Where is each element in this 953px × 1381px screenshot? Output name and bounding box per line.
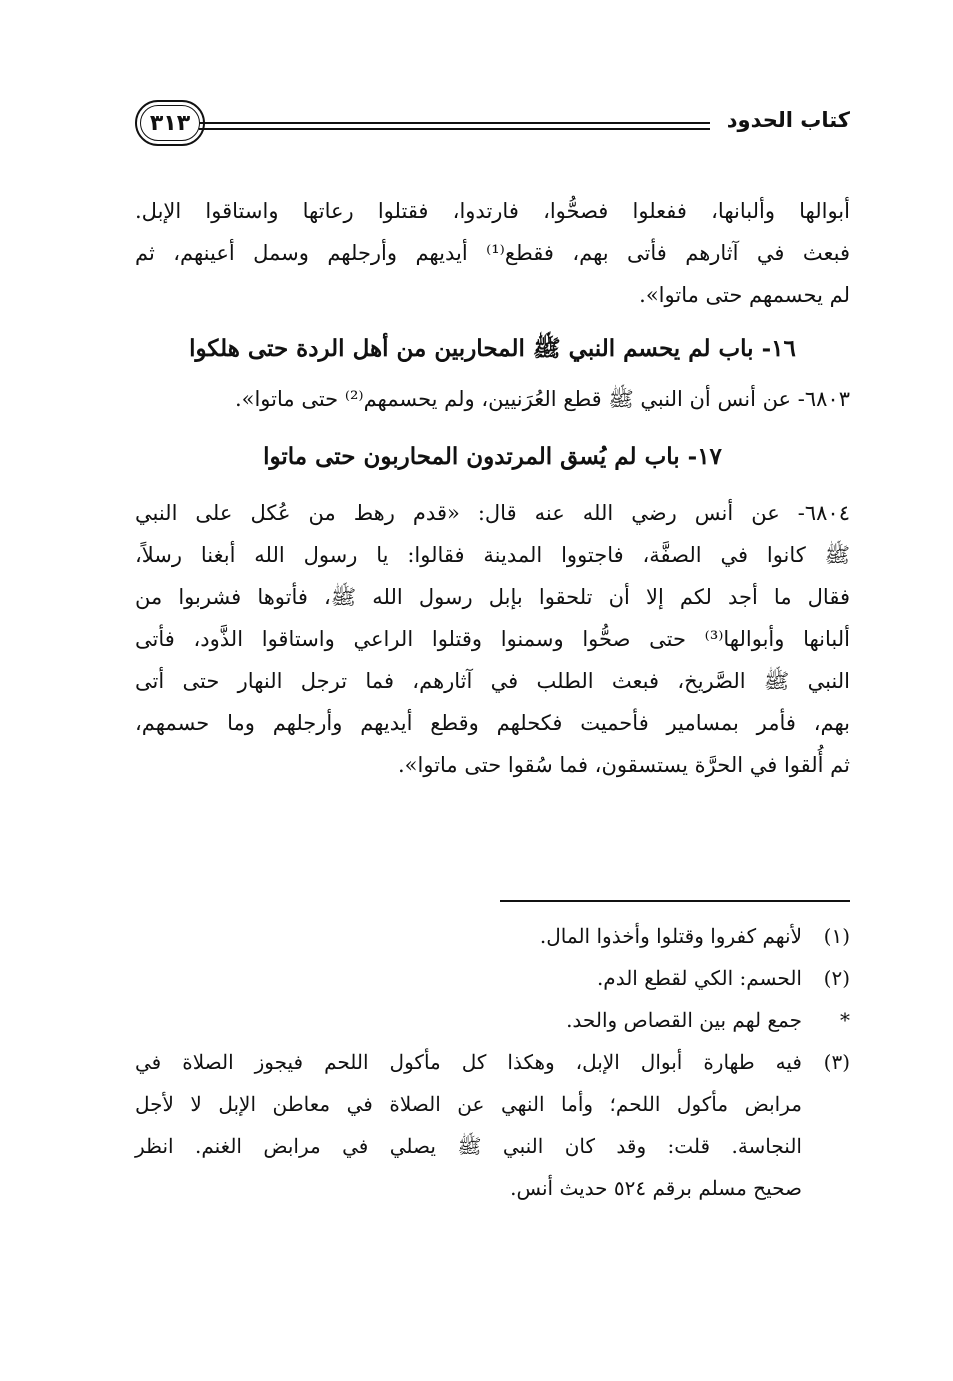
footnote-separator <box>500 900 850 902</box>
text-line: فقال ما أجد لكم إلا أن تلحقوا بإبل رسول الله ﷺ، فأتوها فشربوا من <box>135 585 850 609</box>
footnote-line: مرابض مأكول اللحم؛ وأما النهي عن الصلاة في معاطن الإبل لا لأجل <box>135 1092 802 1116</box>
hadith-6803 <box>135 378 850 420</box>
footnote-number: (١) <box>823 924 850 948</box>
footnote-number: (٣) <box>823 1050 850 1074</box>
header-double-rule <box>199 122 710 130</box>
footnote-text: جمع لهم بين القصاص والحد. <box>566 1008 802 1032</box>
text-line: فبعث في آثارهم فأتى بهم، فقطع⁽¹⁾ أيديهم وأرجلهم وسمل أعينهم، ثم <box>135 241 850 265</box>
text-line: ثم أُلقوا في الحرَّة يستسقون، فما سُقوا حتى ماتوا». <box>397 753 850 777</box>
text-line: النبي ﷺ الصَّريخ، فبعث الطلب في آثارهم، فما ترجل النهار حتى أتى <box>135 669 850 693</box>
paragraph-continuation <box>135 190 850 316</box>
text-line: أبوالها وألبانها، ففعلوا فصحُّوا، فارتدوا، فقتلوا رعاتها واستاقوا الإبل. <box>135 199 850 223</box>
text-line: ٦٨٠٣- عن أنس أن النبي ﷺ قطع العُرَنيين، ولم يحسمهم⁽²⁾ حتى ماتوا». <box>234 387 850 411</box>
footnote-line: صحيح مسلم برقم ٥٢٤ حديث أنس. <box>510 1176 802 1200</box>
chapter-heading-17: ١٧- باب لم يُسق المرتدون المحاربون حتى ماتوا <box>263 443 722 470</box>
footnote-1 <box>135 915 850 957</box>
footnote-line: فيه طهارة أبوال الإبل، وهكذا كل مأكول اللحم فيجوز الصلاة في <box>135 1050 802 1074</box>
page-number: ٣١٣ <box>149 110 191 136</box>
text-line: لم يحسمهم حتى ماتوا». <box>639 283 850 307</box>
footnote-2 <box>135 957 850 999</box>
footnote-text: لأنهم كفروا وقتلوا وأخذوا المال. <box>539 924 802 948</box>
page-number-badge <box>135 100 205 146</box>
hadith-6804 <box>135 492 850 786</box>
text-line: ألبانها وأبوالها⁽³⁾ حتى صحُّوا وسمنوا وقتلوا الراعي واستاقوا الذَّود، فأتى <box>135 627 850 651</box>
footnote-3 <box>135 1041 850 1209</box>
text-line: ٦٨٠٤- عن أنس رضي الله عنه قال: «قدم رهط من عُكل على النبي <box>135 501 850 525</box>
footnotes <box>135 915 850 1209</box>
footnote-star <box>135 999 850 1041</box>
text-line: بهم، فأمر بمسامير فأحميت فكحلهم وقطع أيديهم وأرجلهم وما حسمهم، <box>135 711 850 735</box>
main-text <box>135 190 850 786</box>
footnote-line: النجاسة. قلت: وقد كان النبي ﷺ يصلي في مرابض الغنم. انظر <box>135 1134 802 1158</box>
star-marker: * <box>840 1008 850 1032</box>
footnote-text-block <box>135 1041 802 1209</box>
page-header <box>135 100 850 154</box>
text-line: ﷺ كانوا في الصفَّة، فاجتووا المدينة فقالوا: يا رسول الله أبغنا رسلاً، <box>135 543 850 567</box>
chapter-heading-16: ١٦- باب لم يحسم النبي ﷺ المحاربين من أهل الردة حتى هلكوا <box>189 335 796 362</box>
footnote-number: (٢) <box>823 966 850 990</box>
footnote-text: الحسم: الكي لقطع الدم. <box>596 966 802 990</box>
book-title: كتاب الحدود <box>726 108 850 132</box>
